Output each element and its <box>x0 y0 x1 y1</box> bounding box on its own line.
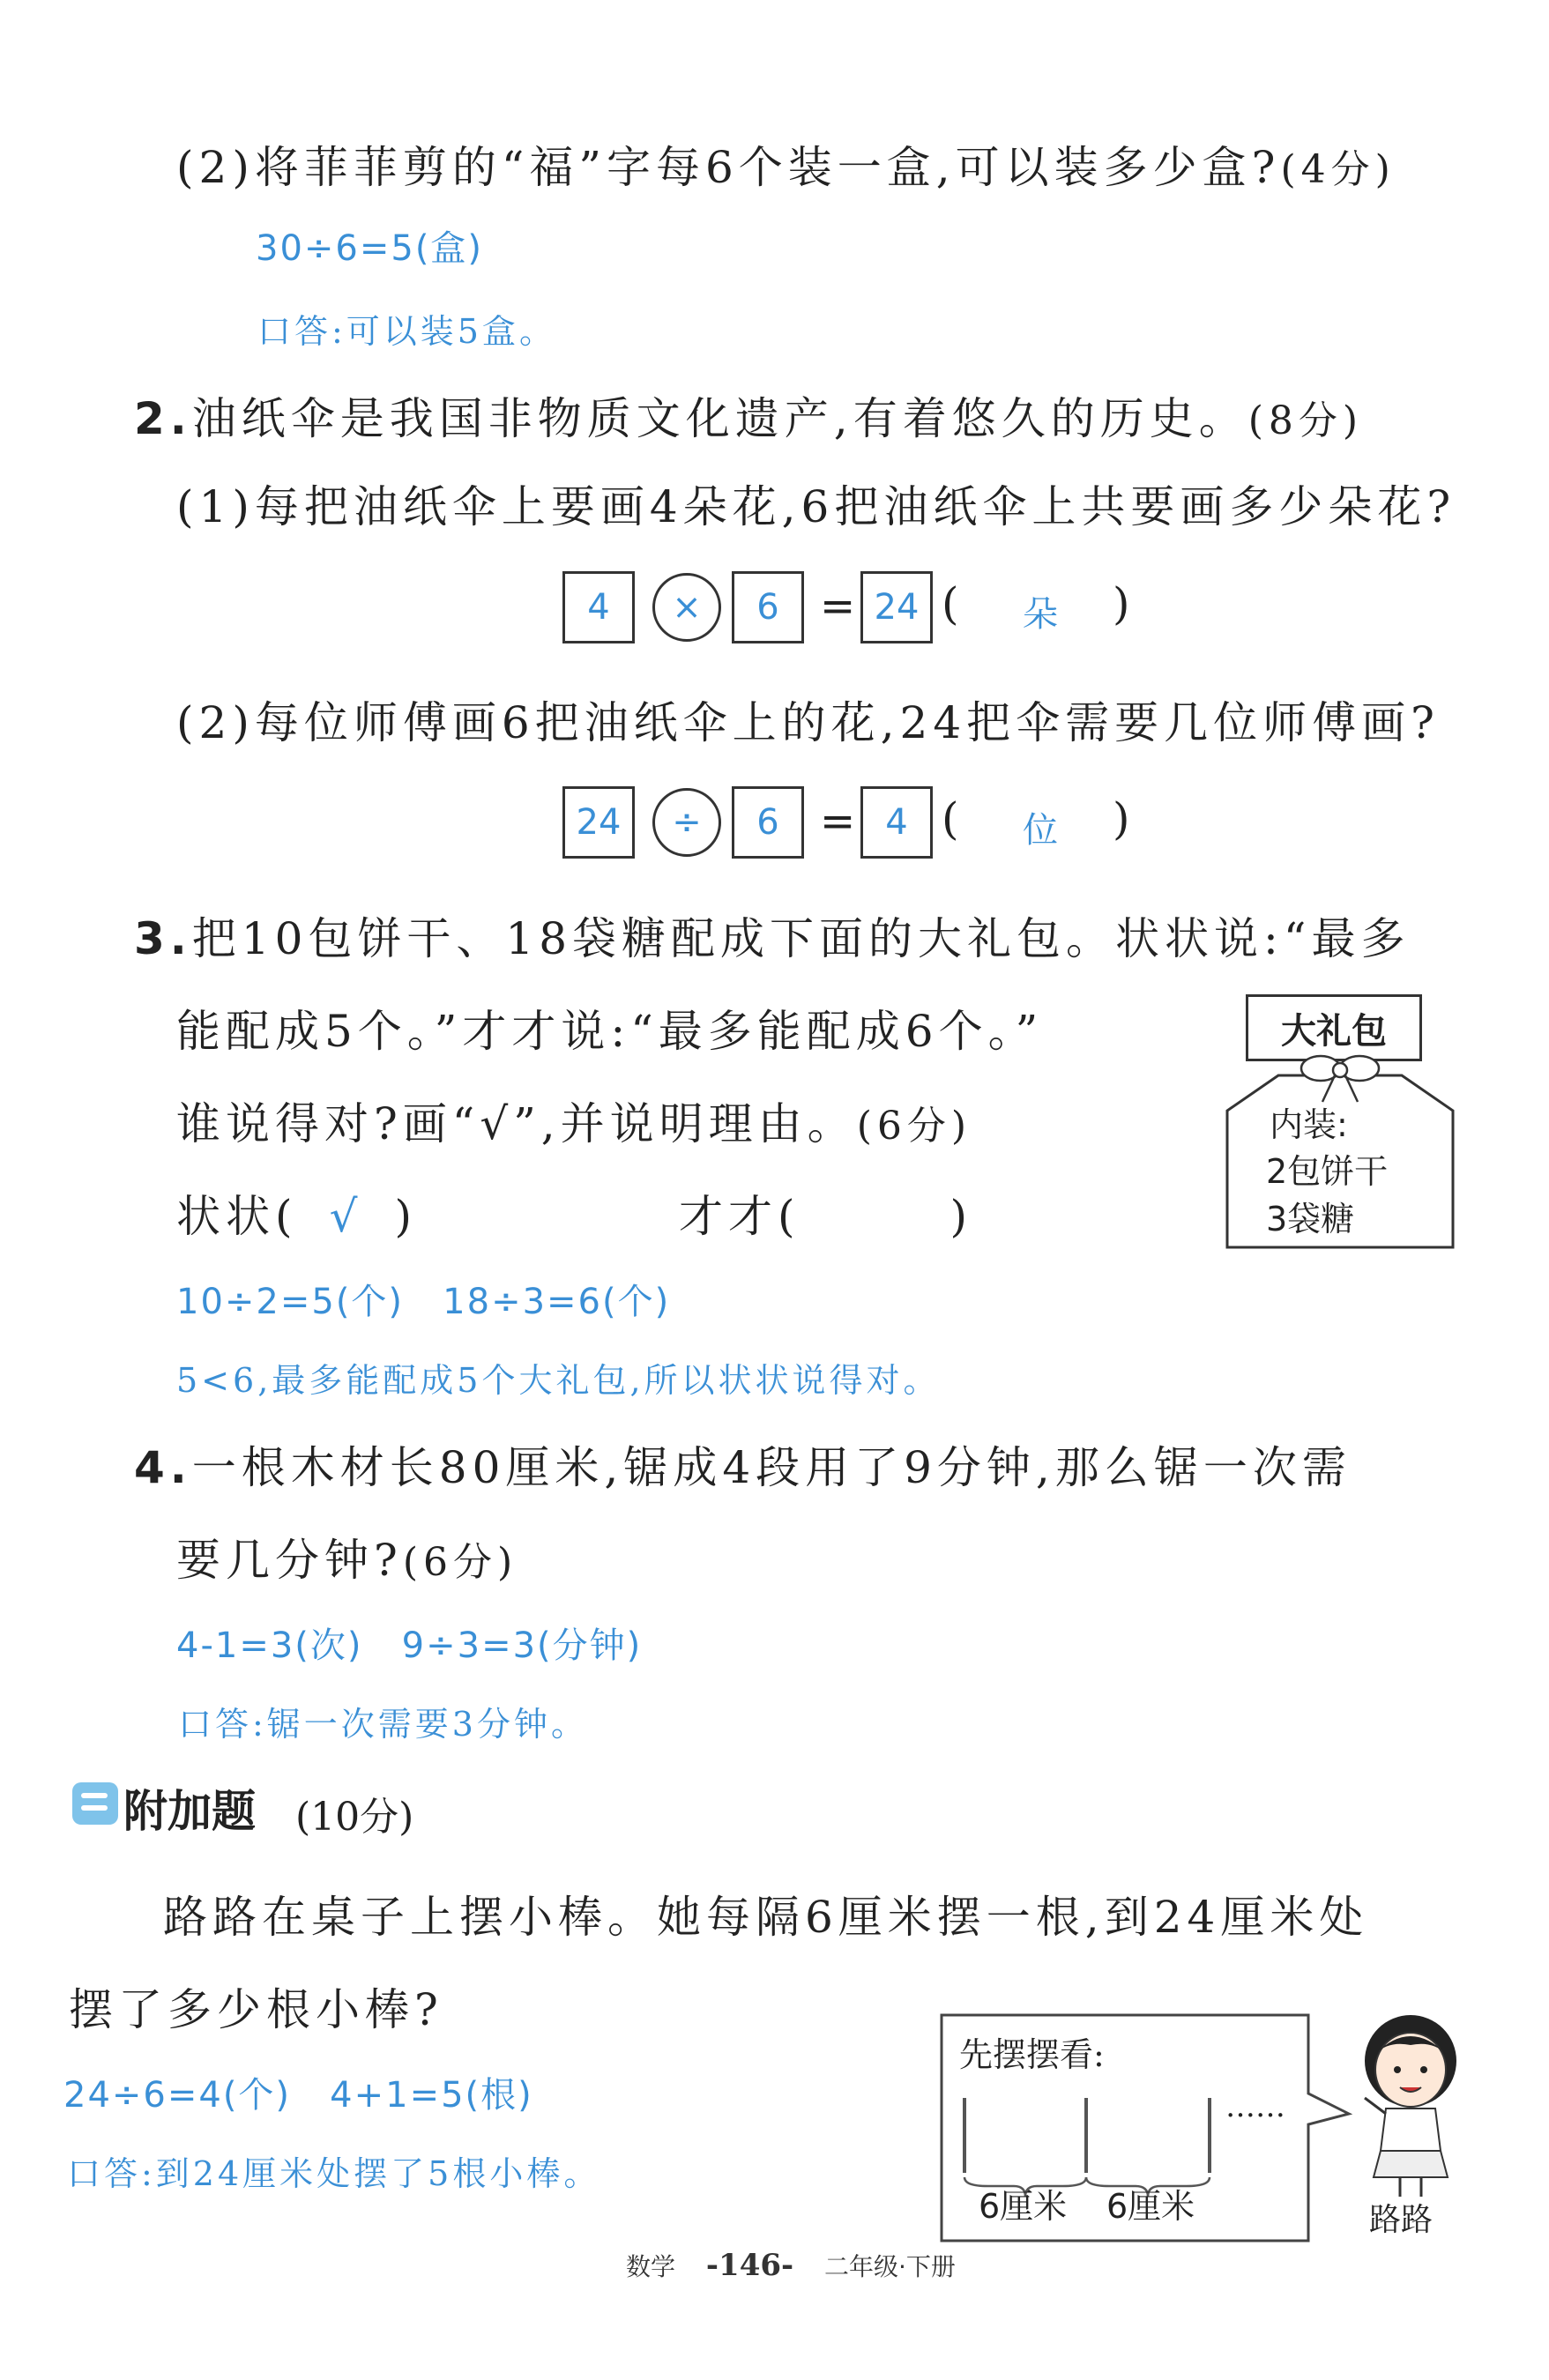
gift-content-label: 内装: <box>1270 1105 1348 1144</box>
q3-line3-text: 谁说得对?画“√”,并说明理由。 <box>176 1098 857 1149</box>
q4-answer-calc: 4-1=3(次) 9÷3=3(分钟) <box>176 1625 643 1666</box>
bonus-answer-text: 口答:到24厘米处摆了5根小棒。 <box>67 2154 601 2193</box>
q1-part2-answer-calc: 30÷6=5(盒) <box>256 228 484 269</box>
bonus-answer-calc: 24÷6=4(个) 4+1=5(根) <box>63 2075 533 2116</box>
q4-answer-text: 口答:锯一次需要3分钟。 <box>178 1705 588 1744</box>
q3-score: (6分) <box>856 1104 972 1149</box>
bonus-line1: 路路在桌子上摆小棒。她每隔6厘米摆一根,到24厘米处 <box>163 1892 1369 1943</box>
q2-part2-operator: ÷ <box>652 788 721 857</box>
q3-choice-b-label: 才才( <box>679 1191 801 1242</box>
q2-part1-box-b: 6 <box>732 571 804 643</box>
q1-part2-score: (4分) <box>1280 147 1396 192</box>
q3-choice-a <box>176 1181 417 1245</box>
q3-line2: 能配成5个。”才才说:“最多能配成6个。” <box>176 1006 1044 1057</box>
bubble-segment-2: 6厘米 <box>1106 2187 1195 2226</box>
gift-content-biscuits: 2包饼干 <box>1266 1152 1389 1191</box>
q2-score: (8分) <box>1247 398 1364 443</box>
q2-part1-box-result: 24 <box>860 571 933 643</box>
q2-part1-paren-close: ) <box>1113 578 1130 629</box>
q4-line2 <box>176 1525 518 1588</box>
q2-part1-unit: 朵 <box>1023 594 1058 635</box>
q3-choice-b <box>679 1181 972 1245</box>
q2-part1-equals: = <box>820 582 856 631</box>
footer-page: -146- <box>705 2248 794 2283</box>
q2-text: 油纸伞是我国非物质文化遗产,有着悠久的历史。 <box>191 393 1248 444</box>
q2-part1-box-a: 4 <box>562 571 635 643</box>
q2-part1-paren-open: ( <box>942 578 959 629</box>
q2-part2-paren-close: ) <box>1113 793 1130 844</box>
q2-part2-paren-open: ( <box>942 793 959 844</box>
q3-line3 <box>176 1089 972 1152</box>
bubble-title: 先摆摆看: <box>959 2035 1105 2074</box>
footer <box>626 2248 956 2283</box>
q3-choice-b-close: ) <box>950 1191 973 1242</box>
q3-answer-text: 5<6,最多能配成5个大礼包,所以状状说得对。 <box>176 1361 941 1400</box>
q1-part2-text: (2)将菲菲剪的“福”字每6个装一盒,可以装多少盒? <box>176 142 1281 193</box>
q2-part2-box-result: 4 <box>860 786 933 859</box>
q4-line1-text: 一根木材长80厘米,锯成4段用了9分钟,那么锯一次需 <box>191 1442 1352 1493</box>
q2-part2-equals: = <box>820 797 856 846</box>
q2-part1-operator: × <box>652 573 721 642</box>
bonus-title: 附加题 <box>123 1786 256 1837</box>
q2-question <box>134 383 1363 447</box>
q3-choice-a-mark: √ <box>329 1191 363 1242</box>
bubble-segment-1: 6厘米 <box>979 2187 1068 2226</box>
bubble-dots: …… <box>1225 2089 1285 2124</box>
q1-part2-answer-text: 口答:可以装5盒。 <box>257 312 556 351</box>
q3-line1-text: 把10包饼干、18袋糖配成下面的大礼包。状状说:“最多 <box>191 913 1411 964</box>
q3-choice-a-close: ) <box>394 1191 418 1242</box>
q1-part2-question <box>176 132 1396 196</box>
gift-box-title: 大礼包 <box>1246 994 1422 1061</box>
q2-part2-unit: 位 <box>1023 810 1058 851</box>
footer-subject: 数学 <box>626 2252 676 2281</box>
q2-part2-question: (2)每位师傅画6把油纸伞上的花,24把伞需要几位师傅画? <box>176 697 1440 748</box>
q2-part1-question: (1)每把油纸伞上要画4朵花,6把油纸伞上共要画多少朵花? <box>176 481 1456 532</box>
footer-grade: 二年级·下册 <box>824 2252 956 2281</box>
girl-name: 路路 <box>1369 2202 1434 2238</box>
q2-number: 2. <box>134 393 192 444</box>
q3-line1 <box>134 904 1410 967</box>
bonus-score: (10分) <box>295 1795 414 1840</box>
q4-number: 4. <box>134 1442 192 1493</box>
q4-line1 <box>134 1432 1352 1496</box>
q3-answer-calc: 10÷2=5(个) 18÷3=6(个) <box>176 1282 671 1322</box>
q2-part2-box-a: 24 <box>562 786 635 859</box>
section-marker-icon <box>71 1781 120 1826</box>
bow-icon <box>1301 1056 1379 1102</box>
girl-illustration <box>1349 2010 1472 2204</box>
q4-line2-text: 要几分钟? <box>176 1535 403 1586</box>
q3-choice-a-label: 状状( <box>176 1191 298 1242</box>
gift-content-candy: 3袋糖 <box>1266 1200 1355 1238</box>
bonus-line2: 摆了多少根小棒? <box>69 1984 443 2035</box>
q3-number: 3. <box>134 913 192 964</box>
q2-part2-box-b: 6 <box>732 786 804 859</box>
q4-score: (6分) <box>402 1540 518 1585</box>
